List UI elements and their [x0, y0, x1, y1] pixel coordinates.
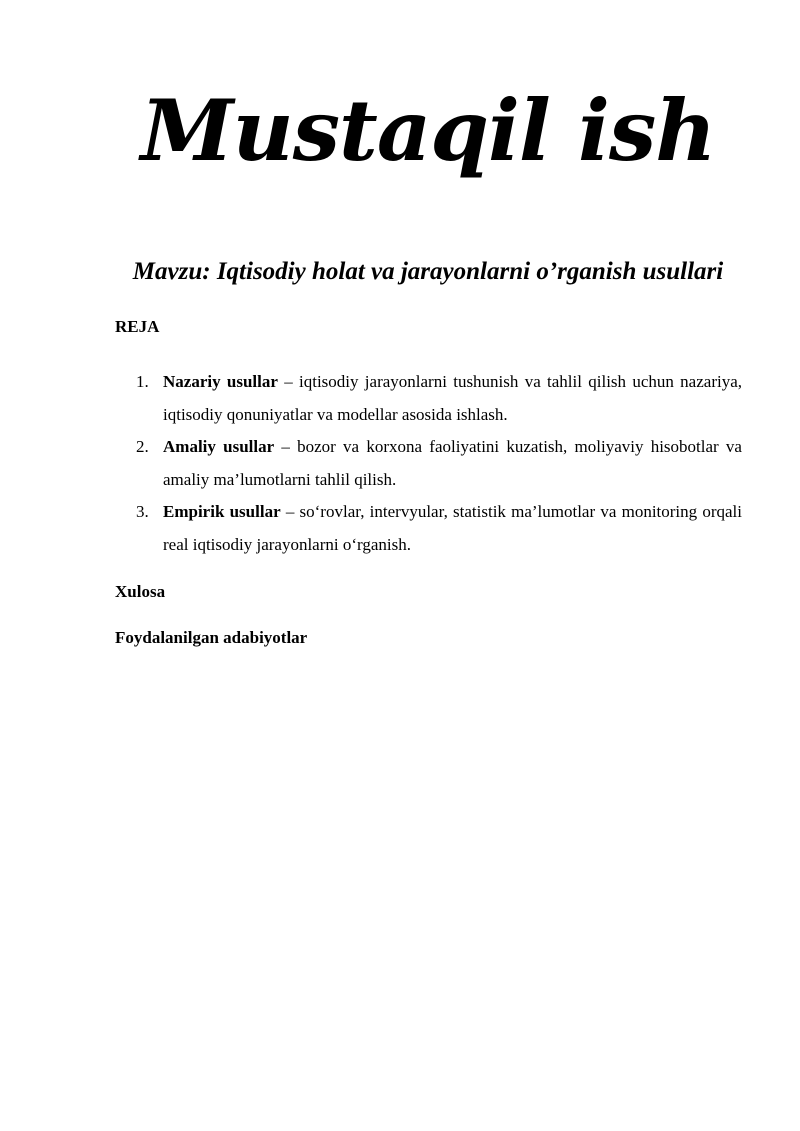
- plan-item: [136, 431, 742, 496]
- plan-item: [136, 366, 742, 431]
- conclusion-heading: Xulosa: [115, 582, 166, 601]
- plan-item-text: – iqtisodiy jarayonlarni tushunish va tahlil qilish uchun nazariya, iqtisodiy qonuniyatlar va modellar asosida ishlash.: [163, 372, 742, 424]
- references-heading: Foydalanilgan adabiyotlar: [115, 628, 308, 647]
- plan-item-number: 3.: [136, 502, 149, 521]
- plan-item-number: 1.: [136, 372, 149, 391]
- plan-item-text: – bozor va korxona faoliyatini kuzatish, moliyaviy hisobotlar va amaliy ma’lumotlarni tahlil qilish.: [163, 437, 742, 489]
- plan-item-term: Empirik usullar: [163, 502, 281, 521]
- plan-item: [136, 496, 742, 561]
- plan-item-term: Nazariy usullar: [163, 372, 278, 391]
- document-title: Mustaqil ish: [140, 81, 716, 180]
- plan-list: [136, 366, 742, 561]
- plan-item-term: Amaliy usullar: [163, 437, 275, 456]
- plan-item-number: 2.: [136, 437, 149, 456]
- document-subtitle: Mavzu: Iqtisodiy holat va jarayonlarni o’rganish usullari: [132, 258, 724, 285]
- plan-item-text: – so‘rovlar, intervyular, statistik ma’lumotlar va monitoring orqali real iqtisodiy jarayonlarni o‘rganish.: [163, 502, 742, 554]
- plan-heading: REJA: [115, 317, 160, 336]
